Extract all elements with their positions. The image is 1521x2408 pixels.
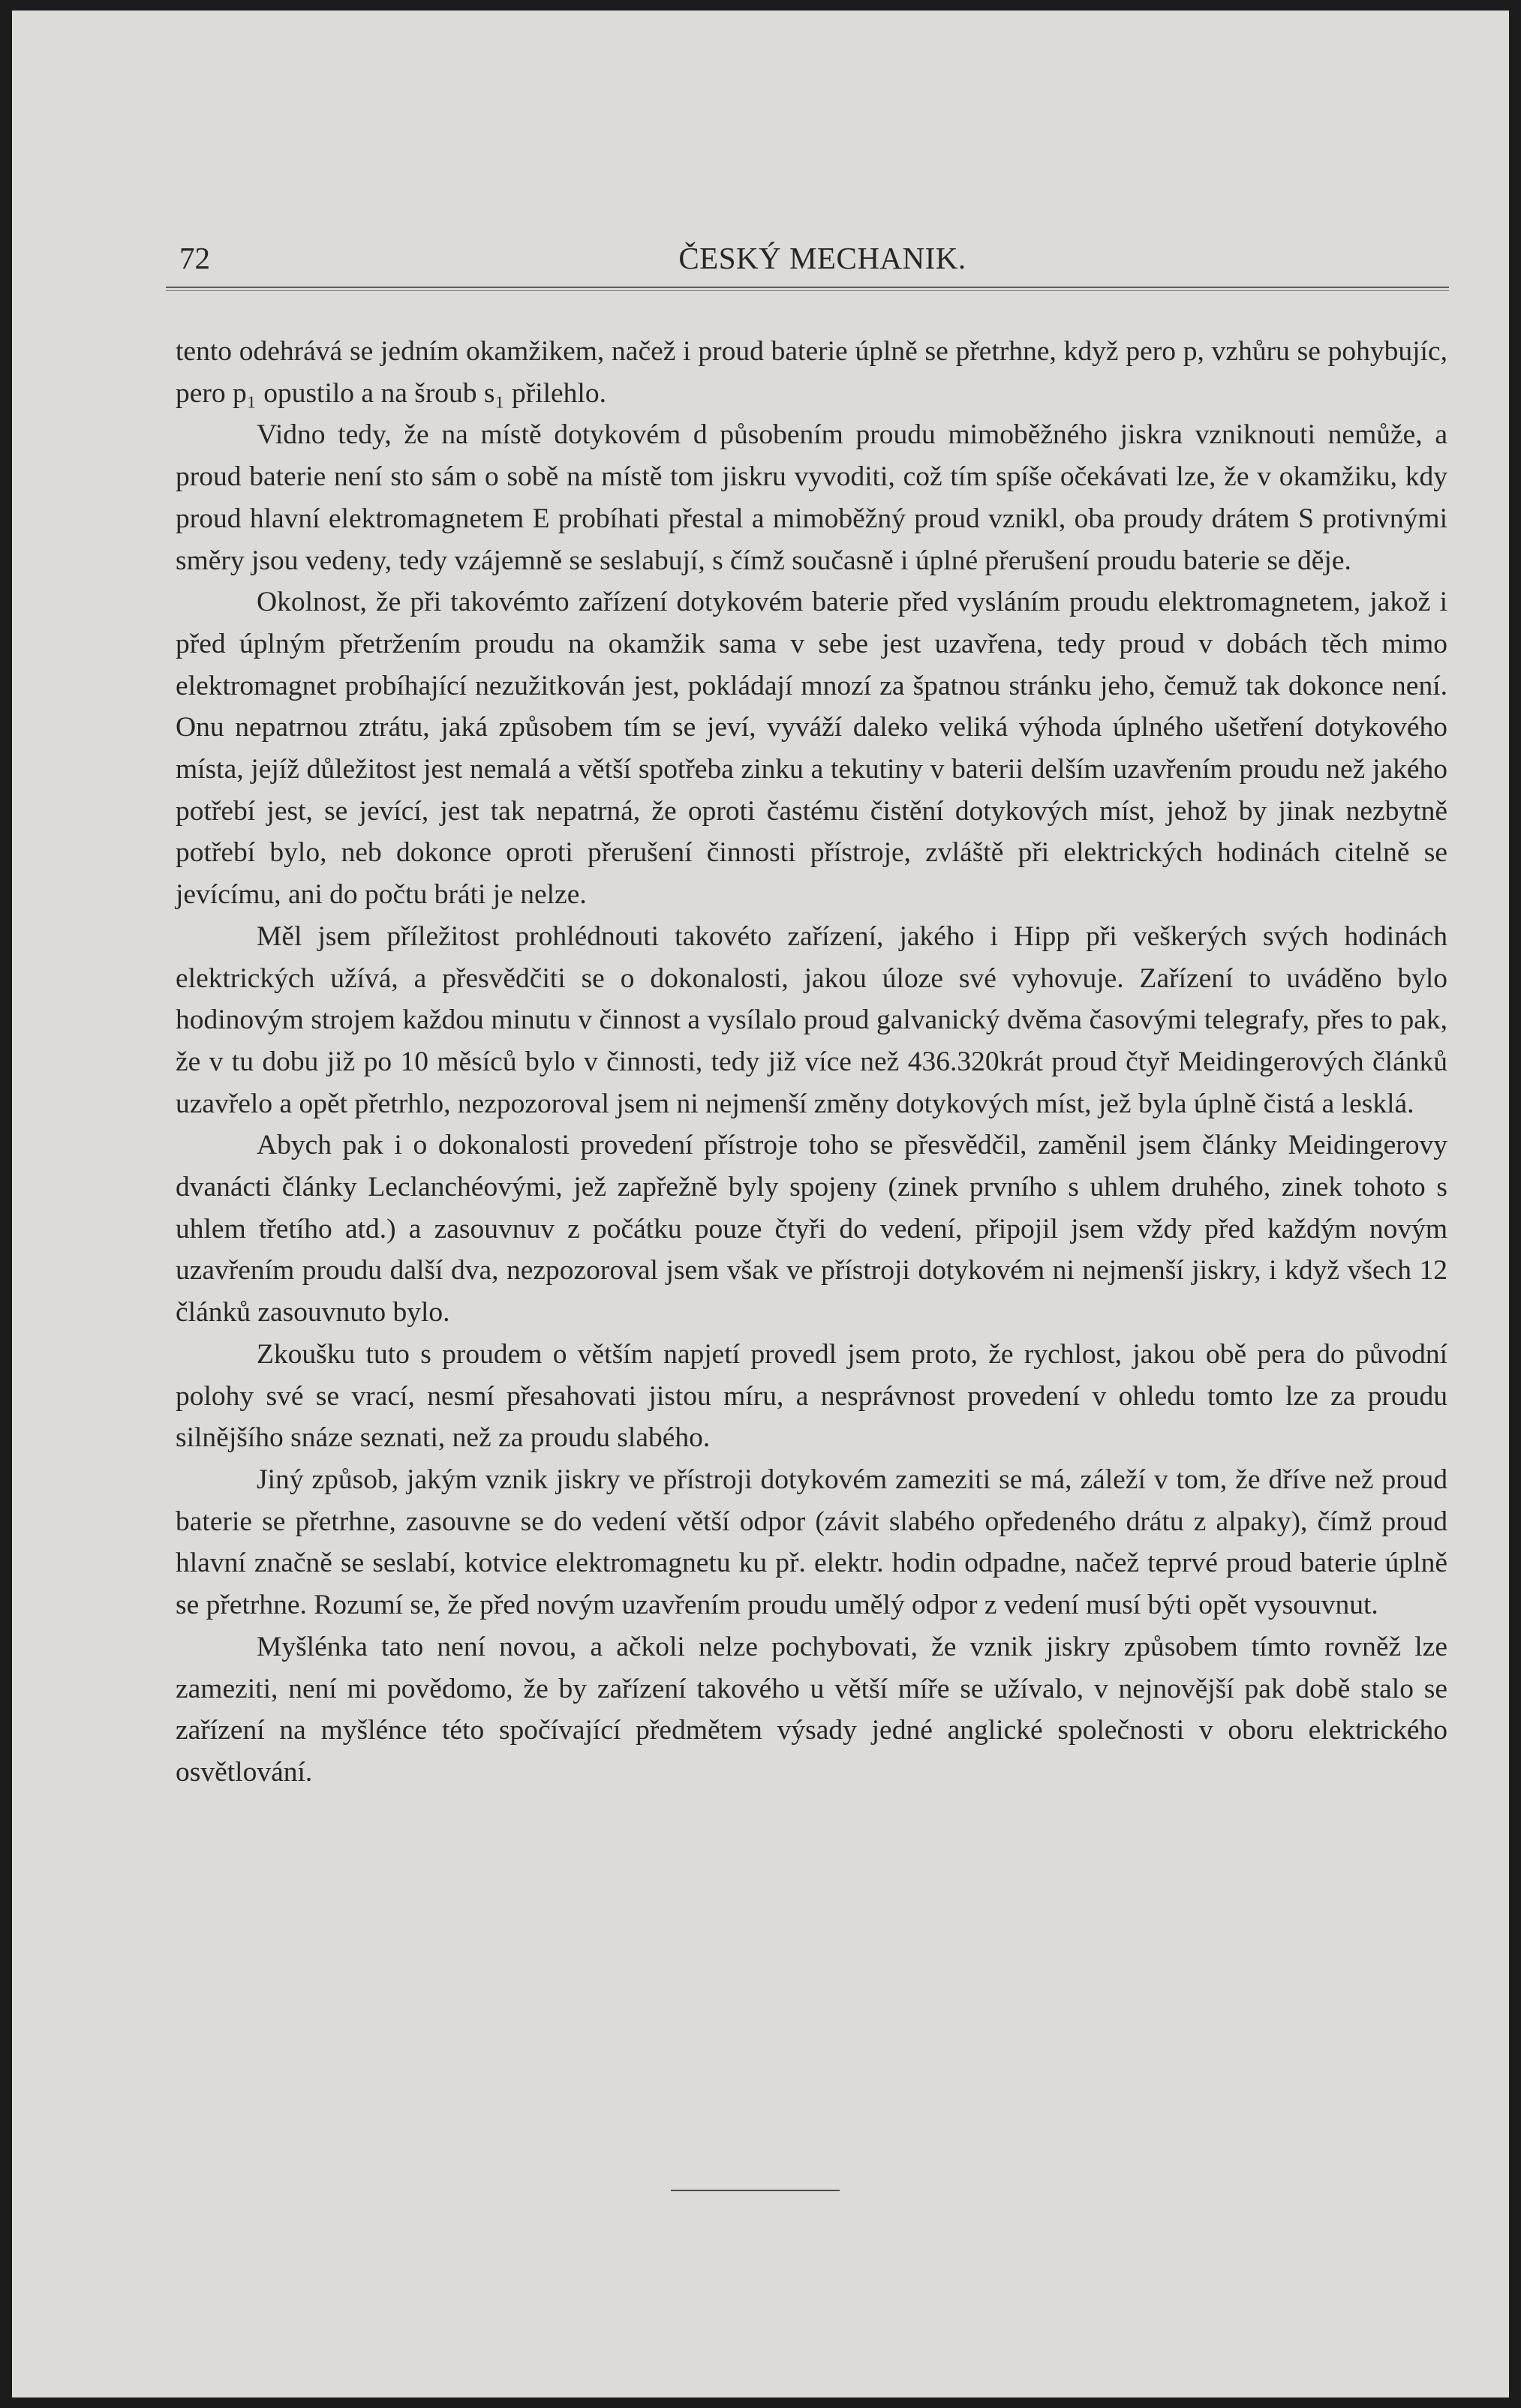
paragraph: Abych pak i o dokonalosti provedení přístroje toho se přesvědčil, zaměnil jsem články Meidingerovy dvanácti články Leclanchéovými, jež zapřežně byly spojeny (zinek prvního s uhlem druhého, zinek tohoto s uhlem třetího atd.) a zasouvnuv z počátku pouze čtyři do vedení, připojil jsem vždy před každým novým uzavřením proudu další dva, nezpozoroval jsem však ve přístroji dotykovém ni nejmenší jiskry, i když všech 12 článků zasouvnuto bylo. [176, 1130, 1447, 1329]
paragraph: Myšlénka tato není novou, a ačkoli nelze pochybovati, že vznik jiskry způsobem tímto rovněž lze zameziti, není mi povědomo, že by zařízení takového u větší míře se užívalo, v nejnovější pak době stalo se zařízení na myšlénce této spočívající předmětem výsady jedné anglické společnosti v oboru elektrického osvětlování. [176, 1631, 1447, 1788]
paragraph: tento odehrává se jedním okamžikem, načež i proud baterie úplně se přetrhne, když pero p, vzhůru se pohybujíc, pero p₁ opustilo a na šroub s₁ přilehlo. [176, 336, 1447, 409]
running-head: ČESKÝ MECHANIK. [678, 241, 966, 275]
document-page [12, 11, 1509, 2397]
paragraph: Měl jsem příležitost prohlédnouti takovéto zařízení, jakého i Hipp při veškerých svých hodinách elektrických užívá, a přesvědčiti se o dokonalosti, jakou úloze své vyhovuje. Zařízení to uváděno bylo hodinovým strojem každou minutu v činnost a vysílalo proud galvanický dvěma časovými telegrafy, přes to pak, že v tu dobu již po 10 měsíců bylo v činnosti, tedy již více než 436.320krát proud čtyř Meidingerových článků uzavřelo a opět přetrhlo, nezpozoroval jsem ni nejmenší změny dotykových míst, jež byla úplně čistá a lesklá. [176, 920, 1447, 1119]
paragraph: Vidno tedy, že na místě dotykovém d působením proudu mimoběžného jiskra vzniknouti nemůže, a proud baterie není sto sám o sobě na místě tom jiskru vyvoditi, což tím spíše očekávati lze, že v okamžiku, kdy proud hlavní elektromagnetem E probíhati přestal a mimoběžný proud vznikl, oba proudy drátem S protivnými směry jsou vedeny, tedy vzájemně se seslabují, s čímž současně i úplné přerušení proudu baterie se děje. [176, 419, 1447, 576]
header-rule [166, 287, 1449, 291]
page-header [166, 240, 1449, 294]
page-number: 72 [179, 241, 210, 275]
body-text [176, 331, 1447, 1794]
paragraph: Okolnost, že při takovémto zařízení dotykovém baterie před vysláním proudu elektromagnetem, jakož i před úplným přetržením proudu na okamžik sama v sebe jest uzavřena, tedy proud v dobách těch mimo elektromagnet probíhající nezužitkován jest, pokládají mnozí za špatnou stránku jeho, čemuž tak dokonce není. Onu nepatrnou ztrátu, jaká způsobem tím se jeví, vyváží daleko veliká výhoda úplného ušetření dotykového místa, jejíž důležitost jest nemalá a větší spotřeba zinku a tekutiny v baterii delším uzavřením proudu než jakého potřebí jest, se jevící, jest tak nepatrná, že oproti častému čistění dotykových míst, jehož by jinak nezbytně potřebí bylo, neb dokonce oproti přerušení činnosti přístroje, zvláště při elektrických hodinách citelně se jevícímu, ani do počtu bráti je nelze. [176, 587, 1447, 911]
paragraph: Zkoušku tuto s proudem o větším napjetí provedl jsem proto, že rychlost, jakou obě pera do původní polohy své se vrací, nesmí přesahovati jistou míru, a nesprávnost provedení v ohledu tomto lze za proudu silnějšího snáze seznati, než za proudu slabého. [176, 1338, 1447, 1454]
section-end-rule [671, 2190, 840, 2191]
paragraph: Jiný způsob, jakým vznik jiskry ve přístroji dotykovém zameziti se má, záleží v tom, že dříve než proud baterie se přetrhne, zasouvne se do vedení větší odpor (závit slabého opředeného drátu z alpaky), čímž proud hlavní značně se seslabí, kotvice elektromagnetu ku př. elektr. hodin odpadne, načež teprvé proud baterie úplně se přetrhne. Rozumí se, že před novým uzavřením proudu umělý odpor z vedení musí býti opět vysouvnut. [176, 1464, 1447, 1621]
